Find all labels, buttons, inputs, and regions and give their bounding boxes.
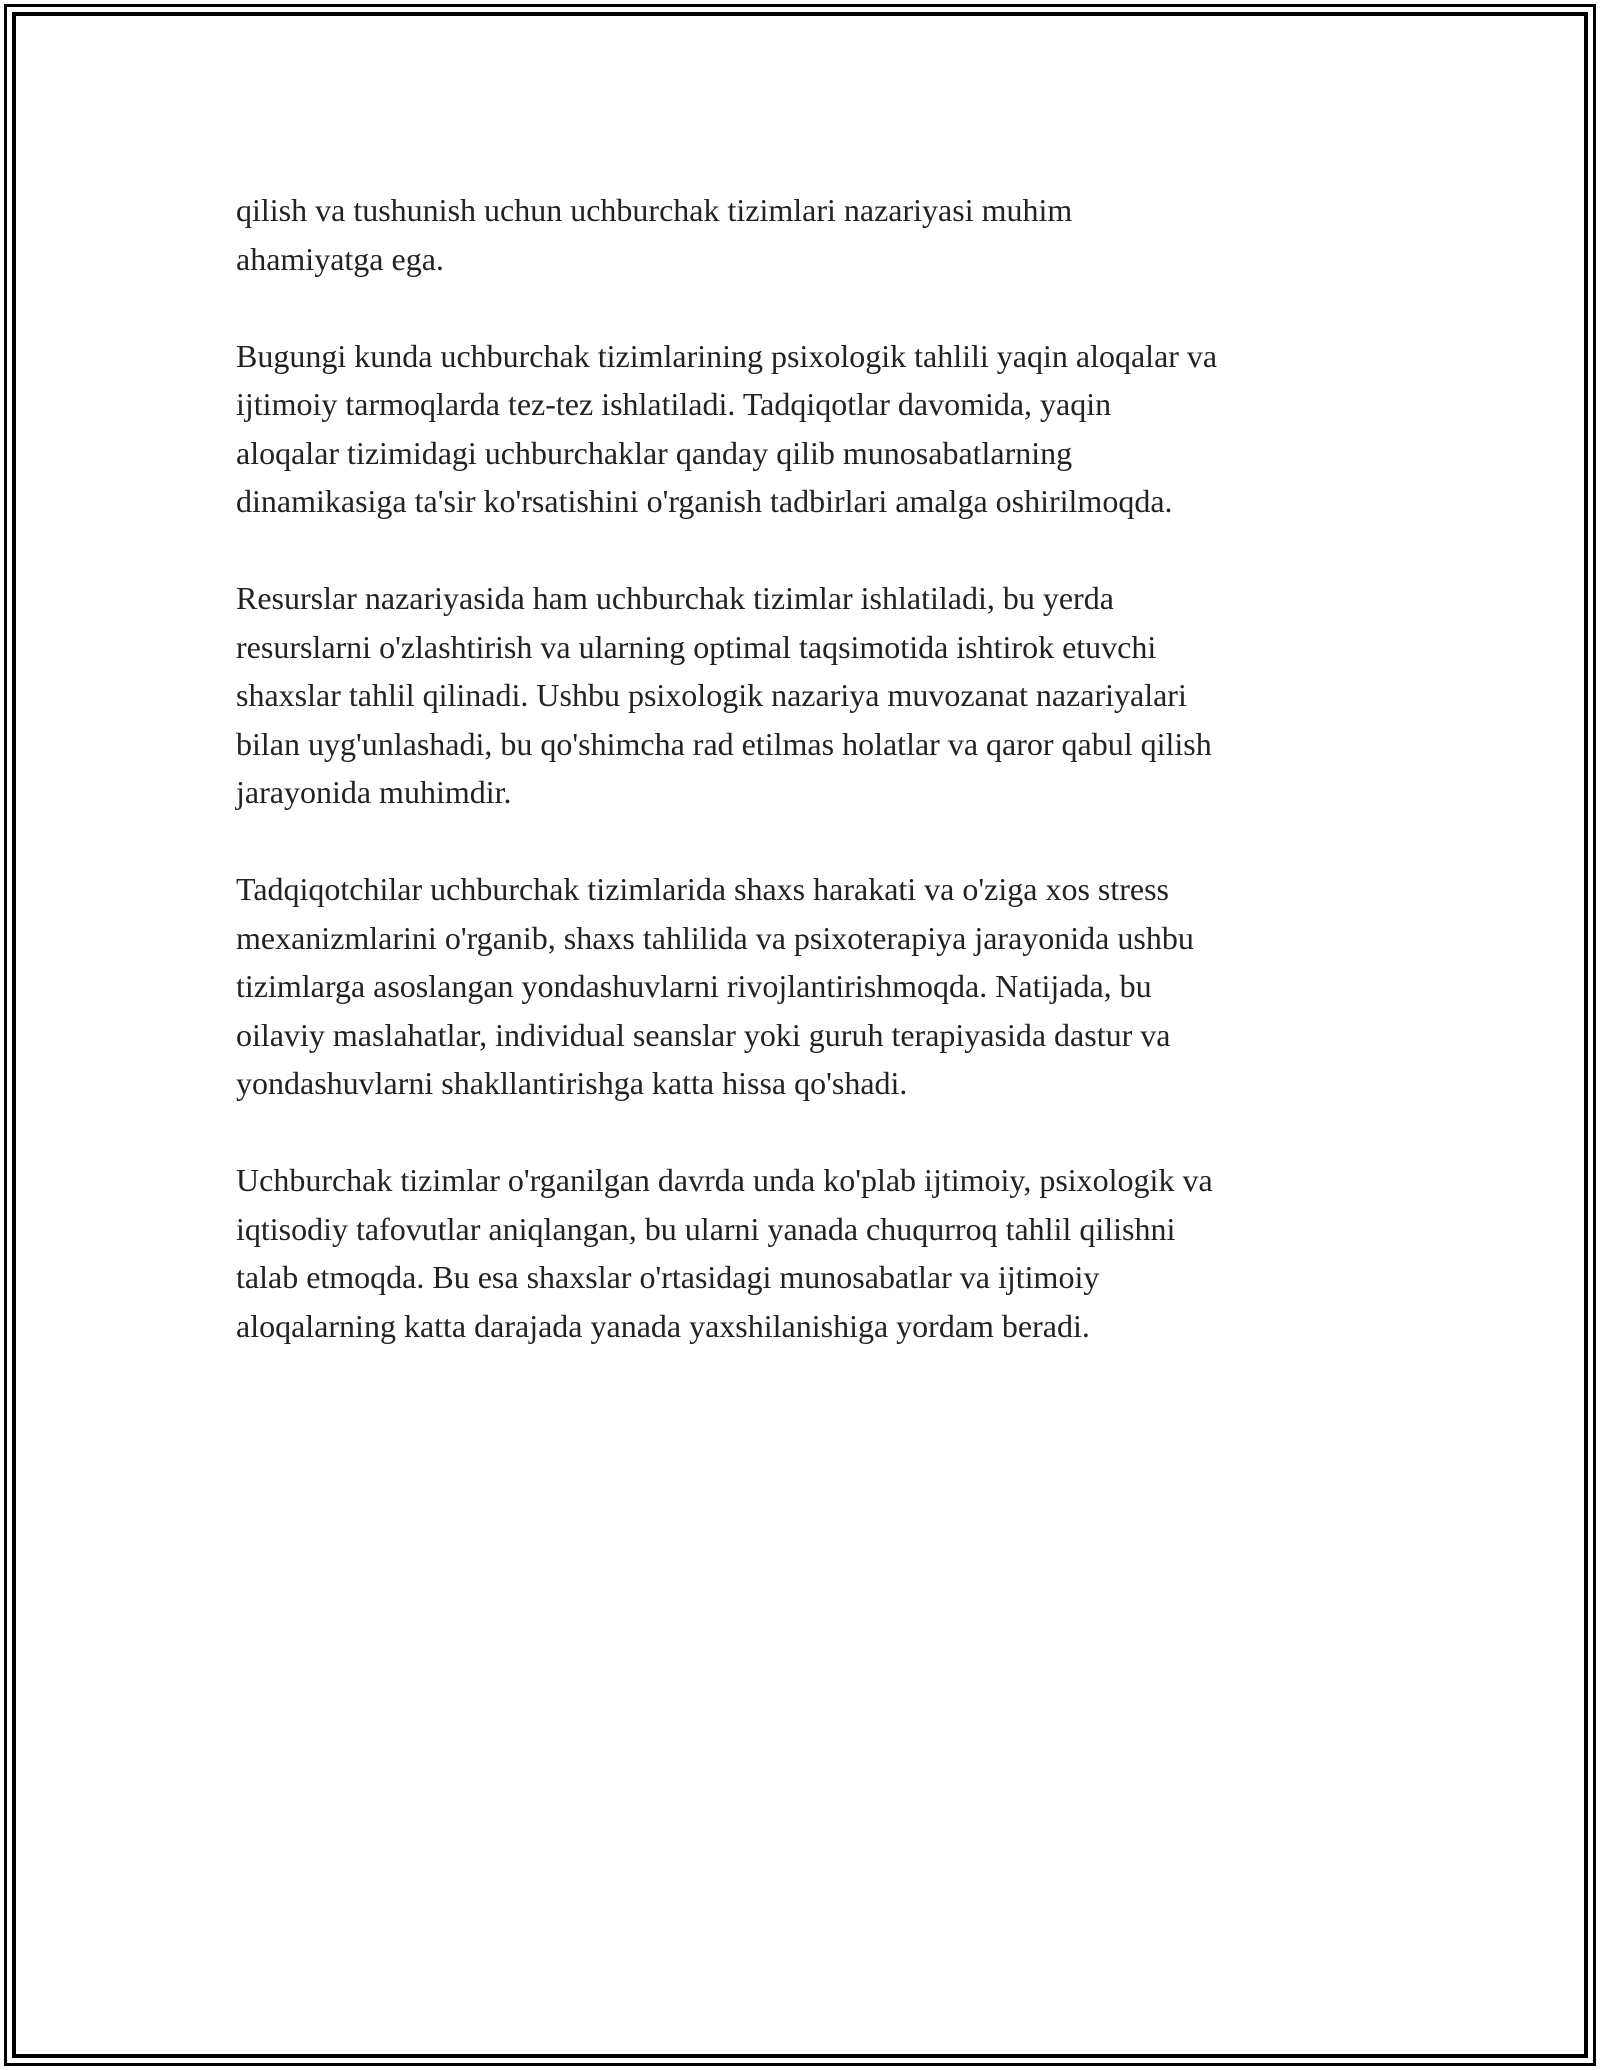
paragraph-1: qilish va tushunish uchun uchburchak tizimlari nazariyasi muhim ahamiyatga ega.: [236, 192, 1073, 277]
paragraph-2: Bugungi kunda uchburchak tizimlarining psixologik tahlili yaqin aloqalar va ijtimoiy tarmoqlarda tez-tez ishlatiladi. Tadqiqotlar davomida, yaqin aloqalar tizimidagi uchburchaklar qanday qilib munosabatlarning dinamikasiga ta'sir ko'rsatishini o'rganish tadbirlari amalga oshirilmoqda.: [236, 337, 1218, 519]
paragraph-4: Tadqiqotchilar uchburchak tizimlarida shaxs harakati va o'ziga xos stress mexanizmlarini o'rganib, shaxs tahlilida va psixoterapiya jarayonida ushbu tizimlarga asoslangan yondashuvlarni rivojlantirishmoqda. Natijada, bu oilaviy maslahatlar, individual seanslar yoki guruh terapiyasida dastur va yondashuvlarni shakllantirishga katta hissa qo'shadi.: [236, 871, 1194, 1101]
paragraph-5: Uchburchak tizimlar o'rganilgan davrda unda ko'plab ijtimoiy, psixologik va iqtisodiy tafovutlar aniqlangan, bu ularni yanada chuqurroq tahlil qilishni talab etmoqda. Bu esa shaxslar o'rtasidagi munosabatlar va ijtimoiy aloqalarning katta darajada yanada yaxshilanishiga yordam beradi.: [236, 1162, 1213, 1344]
document-body: [236, 186, 1366, 1399]
paragraph-3: Resurslar nazariyasida ham uchburchak tizimlar ishlatiladi, bu yerda resurslarni o'zlashtirish va ularning optimal taqsimotida ishtirok etuvchi shaxslar tahlil qilinadi. Ushbu psixologik nazariya muvozanat nazariyalari bilan uyg'unlashadi, bu qo'shimcha rad etilmas holatlar va qaror qabul qilish jarayonida muhimdir.: [236, 580, 1212, 810]
